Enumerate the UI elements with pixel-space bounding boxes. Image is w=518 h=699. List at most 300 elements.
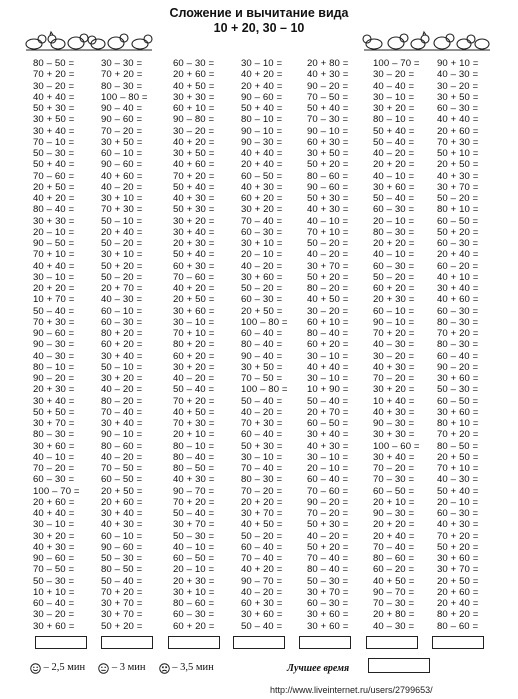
exercise-item: 50 – 10 = [101,215,143,227]
exercise-item: 80 – 50 = [173,463,215,474]
exercise-item: 50 + 40 = [241,103,283,114]
exercise-item: 30 + 40 = [173,226,215,238]
exercise-item: 50 + 20 = [437,226,479,238]
exercise-item: 50 – 40 = [33,305,75,317]
exercise-item: 60 – 30 = [173,609,215,621]
exercise-item: 30 + 50 = [307,148,349,159]
exercise-item: 80 – 60 = [373,553,415,564]
exercise-item: 30 + 70 = [101,598,143,609]
exercise-item: 30 – 20 = [437,80,479,92]
exercise-item: 70 + 30 = [101,204,143,216]
exercise-item: 90 – 70 = [373,586,415,598]
exercise-item: 40 + 40 = [241,148,283,159]
exercise-item: 40 + 10 = [437,271,479,283]
exercise-item: 30 – 20 = [373,350,415,362]
exercise-item: 20 + 30 = [373,294,415,306]
exercise-item: 80 – 20 = [307,283,349,294]
exercise-item: 80 + 20 = [437,609,479,621]
exercise-item: 70 + 10 = [173,328,215,339]
exercise-item: 30 + 60 = [437,406,479,418]
exercise-item: 70 – 20 = [33,463,75,474]
exercise-item: 30 + 70 = [241,508,283,519]
exercise-item: 70 + 10 = [437,463,479,474]
answer-box[interactable] [366,636,418,649]
exercise-item: 40 – 10 = [307,215,349,227]
exercise-item: 30 – 20 = [33,609,75,621]
exercise-item: 50 – 40 = [241,395,283,407]
smiling-face-icon [30,663,41,674]
exercise-item: 50 + 30 = [307,193,349,204]
exercise-item: 20 + 40 = [437,598,479,609]
exercise-item: 70 – 10 = [33,136,75,148]
exercise-item: 40 + 50 = [373,575,415,587]
best-time-label: Лучшее время [287,663,350,674]
exercise-item: 70 – 40 = [101,406,143,418]
exercise-item: 60 – 40 = [241,541,283,553]
answer-box[interactable] [432,636,484,649]
exercise-item: 40 + 40 = [307,361,349,373]
exercise-item: 100 – 70 = [33,485,80,497]
exercise-item: 30 + 60 = [33,440,75,452]
exercise-item: 20 + 20 = [33,283,75,294]
sad-face-icon [159,663,170,674]
exercise-item: 90 – 80 = [173,114,215,126]
exercise-item: 20 – 10 = [173,564,215,576]
exercise-item: 70 – 30 = [373,598,415,609]
exercise-item: 30 + 20 = [173,361,215,373]
exercise-item: 60 – 30 = [241,294,283,306]
exercise-item: 50 – 40 = [241,620,283,632]
exercise-item: 50 – 20 = [101,238,143,249]
exercise-item: 60 – 50 = [241,170,283,182]
exercise-item: 30 + 70 = [307,260,349,272]
exercise-item: 80 – 40 = [33,204,75,216]
exercise-item: 30 + 60 = [373,181,415,193]
exercise-item: 50 + 20 = [307,271,349,283]
exercise-item: 40 + 50 = [241,519,283,531]
exercise-item: 80 – 40 = [241,339,283,351]
exercise-item: 40 + 30 = [437,170,479,182]
exercise-item: 40 + 30 = [101,519,143,531]
exercise-item: 90 – 10 = [101,429,143,441]
exercise-item: 30 + 40 = [33,395,75,407]
exercise-item: 30 + 70 = [101,609,143,621]
exercise-item: 60 – 50 = [101,474,143,486]
exercise-item: 50 + 30 = [33,103,75,114]
exercise-item: 40 + 40 = [33,508,75,519]
exercise-item: 50 – 30 = [33,575,75,587]
exercise-item: 100 – 80 = [101,91,148,103]
exercise-item: 30 – 30 = [101,58,143,69]
exercise-item: 30 + 70 = [33,418,75,429]
exercise-item: 60 + 20 = [241,193,283,204]
exercise-item: 30 + 40 = [33,125,75,137]
exercise-item: 70 – 40 = [241,215,283,227]
exercise-item: 40 + 60 = [173,159,215,171]
exercise-item: 80 – 50 = [33,58,75,69]
exercise-item: 40 + 30 = [241,181,283,193]
exercise-item: 30 – 10 = [33,271,75,283]
exercise-item: 30 + 20 = [241,204,283,216]
exercise-item: 30 + 50 = [33,114,75,126]
exercise-item: 70 + 20 = [101,69,143,81]
answer-box[interactable] [168,636,220,649]
exercise-item: 50 + 40 = [437,485,479,497]
answer-box[interactable] [233,636,285,649]
exercise-item: 80 – 40 = [307,564,349,576]
time-legend [30,660,214,676]
exercise-item: 80 + 20 = [101,328,143,339]
exercise-item: 30 + 50 = [173,148,215,159]
exercise-item: 50 + 40 = [173,181,215,193]
exercise-item: 90 – 30 = [373,508,415,519]
exercise-item: 50 + 20 = [101,260,143,272]
exercise-item: 80 – 50 = [437,440,479,452]
exercise-item: 60 – 10 = [101,305,143,317]
exercise-item: 90 – 20 = [307,496,349,508]
exercise-item: 30 + 40 = [307,429,349,441]
exercise-item: 60 – 30 = [437,305,479,317]
exercise-item: 20 + 50 = [437,451,479,463]
exercise-item: 40 + 20 = [173,283,215,294]
exercise-item: 30 – 20 = [373,69,415,81]
exercise-item: 20 + 50 = [241,305,283,317]
exercise-item: 70 + 10 = [33,249,75,261]
exercise-item: 70 – 20 = [373,373,415,384]
exercise-item: 30 + 40 = [101,508,143,519]
exercise-item: 90 – 60 = [33,328,75,339]
exercise-item: 20 + 60 = [101,496,143,508]
exercise-item: 20 + 40 = [241,80,283,92]
exercise-item: 90 – 40 = [101,103,143,114]
exercise-item: 20 + 60 = [437,586,479,598]
exercise-item: 100 – 80 = [241,316,288,328]
exercise-item: 50 – 20 = [373,271,415,283]
exercise-item: 20 + 60 = [437,125,479,137]
exercise-item: 80 – 20 = [101,395,143,407]
exercise-item: 70 – 60 = [307,485,349,497]
exercise-item: 80 – 60 = [173,598,215,609]
exercise-item: 50 – 40 = [373,193,415,204]
exercise-item: 60 – 40 = [241,429,283,441]
exercise-item: 70 + 20 = [437,328,479,339]
exercise-item: 20 + 50 = [437,159,479,171]
exercise-item: 30 + 40 = [101,350,143,362]
exercise-item: 90 – 40 = [241,350,283,362]
exercise-item: 90 – 60 = [241,91,283,103]
worksheet-header [0,4,518,52]
exercise-item: 30 + 50 = [437,91,479,103]
exercise-item: 30 + 10 = [101,249,143,261]
exercise-item: 30 + 70 = [437,181,479,193]
exercise-item: 60 – 30 = [101,316,143,328]
exercise-item: 60 – 30 = [373,260,415,272]
exercise-item: 90 – 30 = [241,136,283,148]
exercise-item: 20 + 80 = [373,609,415,621]
exercise-item: 20 + 30 = [173,238,215,249]
exercise-item: 30 + 60 = [241,609,283,621]
exercise-item: 70 + 30 = [437,136,479,148]
exercise-item: 60 – 10 = [101,148,143,159]
exercise-item: 80 – 40 = [307,328,349,339]
exercise-item: 70 – 40 = [241,553,283,564]
best-time-box[interactable] [368,658,430,673]
exercise-item: 30 + 50 = [241,361,283,373]
exercise-item: 10 + 70 = [33,294,75,306]
legend-fast: – 2,5 мин [43,662,86,673]
exercise-item: 40 + 20 = [33,193,75,204]
exercise-item: 40 + 30 = [437,519,479,531]
exercise-item: 50 + 20 = [307,541,349,553]
exercise-item: 30 – 10 = [373,91,415,103]
exercise-item: 50 + 20 = [101,620,143,632]
exercise-item: 50 + 10 = [437,148,479,159]
exercise-item: 40 + 30 = [173,193,215,204]
exercise-item: 40 – 40 = [373,80,415,92]
exercise-item: 80 – 10 = [173,440,215,452]
exercise-item: 40 – 20 = [307,249,349,261]
exercise-item: 30 – 10 = [33,519,75,531]
exercise-item: 60 – 30 = [33,474,75,486]
exercise-item: 60 + 30 = [173,260,215,272]
exercise-item: 20 – 10 = [33,226,75,238]
exercise-item: 30 + 40 = [101,418,143,429]
exercise-item: 70 + 20 = [173,395,215,407]
exercise-item: 70 – 20 = [373,463,415,474]
exercise-item: 60 – 30 = [373,204,415,216]
exercise-item: 50 + 30 = [173,204,215,216]
exercise-item: 100 – 70 = [373,58,420,69]
exercise-item: 30 + 10 = [101,193,143,204]
exercise-item: 30 + 20 = [173,215,215,227]
exercise-item: 40 + 50 = [173,80,215,92]
exercise-item: 30 + 30 = [173,91,215,103]
exercise-item: 30 + 30 = [373,429,415,441]
exercise-item: 90 – 30 = [373,418,415,429]
animals-decoration-icon [24,30,154,52]
exercise-item: 60 – 50 = [307,418,349,429]
exercise-item: 40 – 20 = [101,384,143,396]
exercise-item: 20 – 10 = [241,249,283,261]
exercise-item: 60 – 30 = [437,508,479,519]
exercise-item: 30 – 10 = [307,373,349,384]
exercise-item: 80 – 30 = [101,80,143,92]
exercise-item: 50 – 20 = [437,193,479,204]
exercise-item: 60 + 20 = [173,620,215,632]
exercise-item: 40 + 50 = [307,294,349,306]
exercise-item: 30 – 10 = [241,451,283,463]
exercise-item: 50 – 40 = [307,395,349,407]
exercise-item: 40 – 20 = [101,181,143,193]
exercise-item: 40 + 30 = [307,69,349,81]
legend-slow: – 3,5 мин [172,662,214,673]
exercise-item: 40 – 20 = [307,530,349,542]
exercise-item: 50 + 40 = [173,249,215,261]
answer-box[interactable] [35,636,87,649]
exercise-item: 40 + 20 = [173,136,215,148]
exercise-item: 40 – 20 = [241,586,283,598]
exercise-item: 80 – 10 = [373,114,415,126]
exercise-item: 60 – 10 = [373,305,415,317]
exercise-item: 50 – 20 = [241,530,283,542]
exercise-item: 50 – 20 = [101,271,143,283]
exercise-item: 70 – 40 = [241,463,283,474]
exercise-item: 90 – 60 = [307,181,349,193]
exercise-item: 20 + 20 = [241,496,283,508]
exercise-item: 70 – 50 = [307,91,349,103]
exercise-item: 70 + 20 = [437,530,479,542]
exercise-item: 30 + 20 = [373,384,415,396]
exercise-item: 20 + 20 = [373,159,415,171]
exercise-item: 30 + 70 = [307,586,349,598]
exercise-item: 70 + 20 = [373,328,415,339]
exercise-item: 40 – 20 = [101,451,143,463]
exercise-item: 80 – 60 = [437,620,479,632]
exercise-item: 10 + 90 = [307,384,349,396]
exercise-item: 30 + 10 = [241,238,283,249]
exercise-item: 90 – 10 = [241,125,283,137]
exercise-item: 100 – 60 = [373,440,420,452]
exercise-item: 10 + 10 = [33,586,75,598]
exercise-item: 60 – 40 = [437,350,479,362]
answer-box[interactable] [299,636,351,649]
exercise-item: 60 + 30 = [307,136,349,148]
exercise-item: 60 + 30 = [241,598,283,609]
exercise-item: 20 – 10 = [437,496,479,508]
exercise-item: 20 + 30 = [33,384,75,396]
exercise-item: 30 – 20 = [307,305,349,317]
exercise-item: 60 – 50 = [173,553,215,564]
exercise-item: 30 – 20 = [173,125,215,137]
exercise-item: 60 – 30 = [173,58,215,69]
exercise-item: 40 + 60 = [101,170,143,182]
exercise-item: 90 – 20 = [307,80,349,92]
legend-medium: – 3 мин [111,662,146,673]
exercise-item: 10 + 40 = [373,395,415,407]
exercise-item: 30 + 50 = [101,136,143,148]
exercise-item: 60 – 50 = [373,485,415,497]
exercise-item: 60 – 30 = [437,103,479,114]
exercise-item: 40 + 50 = [173,406,215,418]
answer-box[interactable] [101,636,153,649]
exercise-item: 40 – 30 = [437,69,479,81]
exercise-item: 20 + 50 = [437,575,479,587]
exercise-item: 60 + 10 = [307,316,349,328]
exercise-item: 50 – 30 = [437,384,479,396]
exercise-item: 90 + 10 = [437,58,479,69]
exercise-item: 70 + 30 = [173,418,215,429]
exercise-item: 40 – 30 = [33,350,75,362]
exercise-item: 20 + 70 = [101,283,143,294]
exercise-item: 50 – 30 = [101,553,143,564]
exercise-item: 90 – 60 = [101,159,143,171]
exercise-item: 70 + 20 = [101,586,143,598]
exercise-item: 30 + 60 = [241,271,283,283]
exercise-item: 50 + 30 = [307,519,349,531]
exercise-item: 70 – 60 = [33,170,75,182]
exercise-item: 40 + 20 = [241,69,283,81]
exercise-item: 30 + 40 = [437,283,479,294]
exercise-item: 40 + 40 = [437,114,479,126]
exercise-item: 30 – 10 = [173,316,215,328]
exercise-item: 50 – 20 = [307,238,349,249]
exercise-item: 20 + 20 = [373,238,415,249]
exercise-item: 90 – 60 = [101,114,143,126]
exercise-item: 40 – 10 = [373,249,415,261]
exercise-item: 50 – 10 = [101,361,143,373]
exercise-item: 20 + 40 = [373,530,415,542]
exercise-item: 80 – 10 = [33,361,75,373]
exercise-item: 70 + 10 = [307,226,349,238]
exercise-item: 70 + 20 = [33,69,75,81]
exercise-item: 20 + 10 = [373,496,415,508]
exercise-item: 70 – 40 = [307,553,349,564]
exercise-item: 50 – 20 = [241,283,283,294]
exercise-item: 20 + 50 = [101,485,143,497]
exercise-item: 30 + 60 = [307,620,349,632]
exercise-item: 90 – 60 = [101,541,143,553]
exercise-item: 30 + 10 = [173,586,215,598]
exercise-item: 70 – 50 = [101,463,143,474]
exercise-item: 60 – 20 = [373,564,415,576]
exercise-item: 80 – 60 = [307,170,349,182]
exercise-item: 80 – 30 = [241,474,283,486]
exercise-item: 40 – 20 = [173,373,215,384]
exercise-item: 40 – 30 = [373,620,415,632]
exercise-item: 20 + 60 = [33,496,75,508]
exercise-item: 50 – 40 = [173,384,215,396]
exercise-grid [33,58,503,632]
exercise-item: 70 + 30 = [33,316,75,328]
exercise-item: 100 – 80 = [241,384,288,396]
exercise-item: 80 + 10 = [437,204,479,216]
exercise-item: 60 – 40 = [241,328,283,339]
exercise-item: 40 + 40 = [33,260,75,272]
exercise-item: 50 – 30 = [33,148,75,159]
exercise-item: 50 – 30 = [173,530,215,542]
exercise-item: 60 – 50 = [437,215,479,227]
exercise-item: 80 + 10 = [437,418,479,429]
exercise-item: 40 – 30 = [101,294,143,306]
exercise-item: 90 – 30 = [33,339,75,351]
exercise-item: 40 + 30 = [173,474,215,486]
exercise-item: 30 + 20 = [33,530,75,542]
exercise-item: 50 + 40 = [33,159,75,171]
exercise-item: 20 + 60 = [173,69,215,81]
exercise-item: 30 + 60 = [33,620,75,632]
exercise-item: 20 + 80 = [307,58,349,69]
exercise-item: 20 + 50 = [173,294,215,306]
neutral-face-icon [98,663,109,674]
exercise-item: 30 + 30 = [33,215,75,227]
exercise-item: 80 – 50 = [101,564,143,576]
exercise-item: 50 – 40 = [101,575,143,587]
exercise-item: 30 + 70 = [173,519,215,531]
exercise-item: 40 + 20 = [241,564,283,576]
exercise-item: 80 + 20 = [173,339,215,351]
exercise-item: 70 – 50 = [33,564,75,576]
exercise-item: 50 + 20 = [437,541,479,553]
exercise-item: 20 + 40 = [437,249,479,261]
exercise-item: 60 + 10 = [173,103,215,114]
exercise-item: 40 + 30 = [33,541,75,553]
exercise-item: 50 – 40 = [173,508,215,519]
exercise-item: 60 + 20 = [307,339,349,351]
exercise-item: 60 + 20 = [173,350,215,362]
exercise-item: 80 – 30 = [33,429,75,441]
exercise-item: 70 – 40 = [373,541,415,553]
exercise-item: 40 – 10 = [173,541,215,553]
